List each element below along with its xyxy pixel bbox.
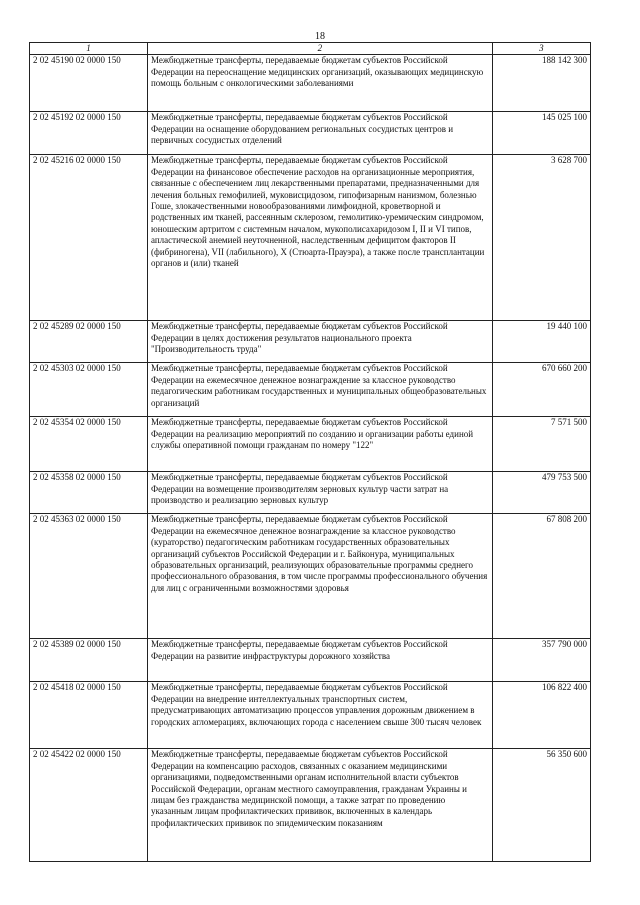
transfer-amount: 670 660 200 <box>492 363 590 417</box>
table-row <box>30 639 591 682</box>
transfer-amount: 188 142 300 <box>492 55 590 112</box>
budget-code: 2 02 45192 02 0000 150 <box>30 112 148 155</box>
budget-code: 2 02 45216 02 0000 150 <box>30 155 148 321</box>
transfer-description: Межбюджетные трансферты, передаваемые бюджетам субъектов Российской Федерации на ежемесячное денежное вознаграждение за классное руководство педагогическим работникам государственных и муниципальных общеобразовательных организаций <box>147 363 492 417</box>
budget-code: 2 02 45418 02 0000 150 <box>30 682 148 749</box>
table-row <box>30 55 591 112</box>
transfer-description: Межбюджетные трансферты, передаваемые бюджетам субъектов Российской Федерации на развитие инфраструктуры дорожного хозяйства <box>147 639 492 682</box>
table-row <box>30 682 591 749</box>
table-row <box>30 417 591 472</box>
page-number: 18 <box>315 31 325 42</box>
transfer-amount: 145 025 100 <box>492 112 590 155</box>
transfer-amount: 19 440 100 <box>492 321 590 363</box>
transfer-amount: 3 628 700 <box>492 155 590 321</box>
transfer-description: Межбюджетные трансферты, передаваемые бюджетам субъектов Российской Федерации на переоснащение медицинских организаций, оказывающих медицинскую помощь больным с онкологическими заболеваниями <box>147 55 492 112</box>
table-row <box>30 514 591 639</box>
transfer-amount: 56 350 600 <box>492 749 590 862</box>
budget-code: 2 02 45389 02 0000 150 <box>30 639 148 682</box>
budget-code: 2 02 45422 02 0000 150 <box>30 749 148 862</box>
transfer-description: Межбюджетные трансферты, передаваемые бюджетам субъектов Российской Федерации на ежемесячное денежное вознаграждение за классное руководство (кураторство) педагогическим работникам государственных образовательных организаций субъектов Российской Федерации и г. Байконура, муниципальных образовательных организаций, реализующих образовательные программы среднего профессионального образования, в том числе программы профессионального обучения для лиц с ограниченными возможностями здоровья <box>147 514 492 639</box>
transfer-description: Межбюджетные трансферты, передаваемые бюджетам субъектов Российской Федерации на оснащение оборудованием региональных сосудистых центров и первичных сосудистых отделений <box>147 112 492 155</box>
table-row <box>30 749 591 862</box>
transfer-description: Межбюджетные трансферты, передаваемые бюджетам субъектов Российской Федерации на компенсацию расходов, связанных с оказанием медицинскими организациями, подведомственными органам исполнительной власти субъектов Российской Федерации, органам местного самоуправления, гражданам Украины и лицам без гражданства медицинской помощи, а также затрат по проведению указанным лицам профилактических прививок, включенных в календарь профилактических прививок по эпидемическим показаниям <box>147 749 492 862</box>
budget-code: 2 02 45363 02 0000 150 <box>30 514 148 639</box>
transfer-amount: 67 808 200 <box>492 514 590 639</box>
table-row <box>30 363 591 417</box>
table-row <box>30 155 591 321</box>
budget-code: 2 02 45190 02 0000 150 <box>30 55 148 112</box>
column-header-2: 2 <box>147 43 492 55</box>
column-header-3: 3 <box>492 43 590 55</box>
budget-code: 2 02 45358 02 0000 150 <box>30 472 148 514</box>
transfer-description: Межбюджетные трансферты, передаваемые бюджетам субъектов Российской Федерации на возмещение производителям зерновых культур части затрат на производство и реализацию зерновых культур <box>147 472 492 514</box>
table-header-row <box>30 43 591 55</box>
transfer-description: Межбюджетные трансферты, передаваемые бюджетам субъектов Российской Федерации на финансовое обеспечение расходов на организационные мероприятия, связанные с обеспечением лиц лекарственными препаратами, предназначенными для лечения больных гемофилией, муковисцидозом, гипофизарным нанизмом, болезнью Гоше, злокачественными новообразованиями лимфоидной, кроветворной и родственных им тканей, рассеянным склерозом, гемолитико-уремическим синдромом, юношеским артритом с системным началом, мукополисахаридозом I, II и VI типов, апластической анемией неуточненной, наследственным дефицитом факторов II (фибриногена), VII (лабильного), X (Стюарта-Прауэра), а также после трансплантации органов и (или) тканей <box>147 155 492 321</box>
transfer-description: Межбюджетные трансферты, передаваемые бюджетам субъектов Российской Федерации на внедрение интеллектуальных транспортных систем, предусматривающих автоматизацию процессов управления дорожным движением в городских агломерациях, включающих города с населением свыше 300 тысяч человек <box>147 682 492 749</box>
transfer-amount: 479 753 500 <box>492 472 590 514</box>
table-row <box>30 321 591 363</box>
transfer-description: Межбюджетные трансферты, передаваемые бюджетам субъектов Российской Федерации на реализацию мероприятий по созданию и организации работы единой службы оперативной помощи гражданам по номеру "122" <box>147 417 492 472</box>
column-header-1: 1 <box>30 43 148 55</box>
budget-code: 2 02 45289 02 0000 150 <box>30 321 148 363</box>
budget-table <box>29 42 591 862</box>
transfer-amount: 106 822 400 <box>492 682 590 749</box>
budget-code: 2 02 45354 02 0000 150 <box>30 417 148 472</box>
table-row <box>30 472 591 514</box>
transfer-description: Межбюджетные трансферты, передаваемые бюджетам субъектов Российской Федерации в целях достижения результатов национального проекта "Производительность труда" <box>147 321 492 363</box>
transfer-amount: 7 571 500 <box>492 417 590 472</box>
transfer-amount: 357 790 000 <box>492 639 590 682</box>
budget-code: 2 02 45303 02 0000 150 <box>30 363 148 417</box>
table-row <box>30 112 591 155</box>
